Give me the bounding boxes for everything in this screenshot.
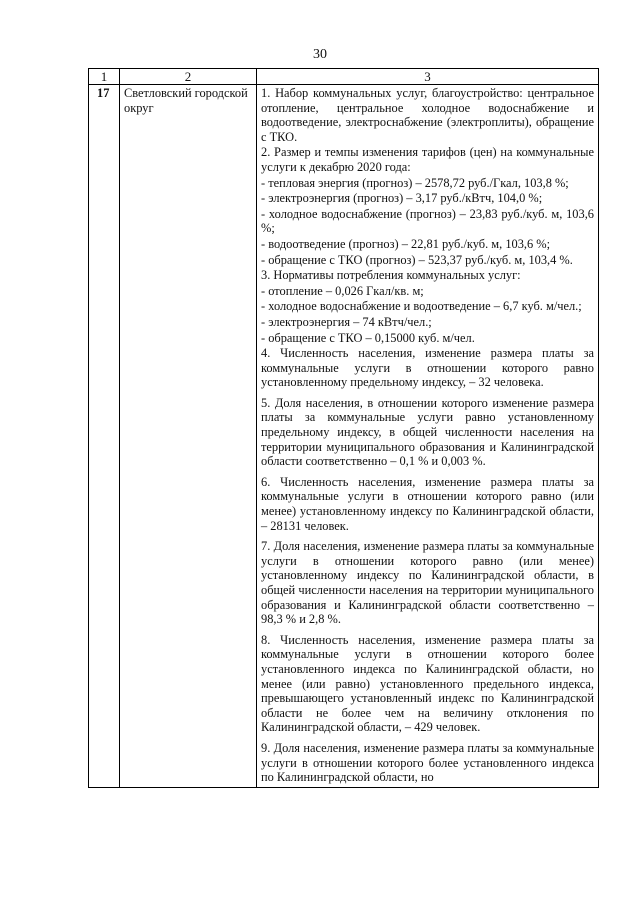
item-2-heat: - тепловая энергия (прогноз) – 2578,72 руб./Гкал, 103,8 %; xyxy=(261,175,569,190)
item-5: 5. Доля населения, в отношении которого изменение размера платы за коммунальные услуги равно установленному предельному индексу, в общей численности населения на территории муниципального образования и Калининградской области соответственно – 0,1 % и 0,003 %. xyxy=(261,395,594,469)
table-row xyxy=(89,85,599,788)
item-2: 2. Размер и темпы изменения тарифов (цен) на коммунальные услуги к декабрю 2020 года: xyxy=(261,145,594,174)
item-1: 1. Набор коммунальных услуг, благоустройство: центральное отопление, центральное холодное водоснабжение и водоотведение, электроснабжение (электроплиты), обращение с ТКО. xyxy=(261,86,594,144)
page-number: 30 xyxy=(313,47,327,62)
header-col-3: 3 xyxy=(257,69,599,85)
tariff-table xyxy=(88,68,599,788)
header-row xyxy=(89,69,599,85)
item-3: 3. Нормативы потребления коммунальных услуг: xyxy=(261,268,521,283)
item-2-cold-water: - холодное водоснабжение (прогноз) – 23,83 руб./куб. м, 103,6 %; xyxy=(261,206,594,236)
row-details xyxy=(257,85,599,788)
item-6: 6. Численность населения, изменение размера платы за коммунальные услуги в отношении которого равно (или менее) установленному индексу по Калининградской области, – 28131 человек. xyxy=(261,474,594,533)
item-3-waste: - обращение с ТКО – 0,15000 куб. м/чел. xyxy=(261,330,475,345)
item-9: 9. Доля населения, изменение размера платы за коммунальные услуги в отношении которого более установленного индекса по Калининградской области, но xyxy=(261,740,594,785)
item-3-electricity: - электроэнергия – 74 кВтч/чел.; xyxy=(261,314,432,329)
row-number: 17 xyxy=(89,85,120,788)
item-8: 8. Численность населения, изменение размера платы за коммунальные услуги в отношении которого более установленного индекса по Калининградской области, но менее (или равно) установленного предельного индекса, превышающего установленный индекс по Калининградской области не более чем на величину отклонения по Калининградской области, – 429 человек. xyxy=(261,632,594,735)
item-4: 4. Численность населения, изменение размера платы за коммунальные услуги в отношении которого равно установленному предельному индексу, – 32 человека. xyxy=(261,346,594,390)
item-3-heating: - отопление – 0,026 Гкал/кв. м; xyxy=(261,283,424,298)
header-col-1: 1 xyxy=(89,69,120,85)
municipality-name: Светловский городской округ xyxy=(120,85,257,788)
item-7: 7. Доля населения, изменение размера платы за коммунальные услуги в отношении которого равно (или менее) установленному индексу по Калининградской области, в общей численности населения на территории муниципального образования и Калининградской области соответственно – 98,3 % и 2,8 %. xyxy=(261,539,594,627)
item-3-water: - холодное водоснабжение и водоотведение – 6,7 куб. м/чел.; xyxy=(261,299,582,314)
item-2-waste: - обращение с ТКО (прогноз) – 523,37 руб./куб. м, 103,4 %. xyxy=(261,252,573,267)
item-2-electricity: - электроэнергия (прогноз) – 3,17 руб./кВтч, 104,0 %; xyxy=(261,191,543,206)
item-2-sewage: - водоотведение (прогноз) – 22,81 руб./куб. м, 103,6 %; xyxy=(261,236,551,251)
header-col-2: 2 xyxy=(120,69,257,85)
